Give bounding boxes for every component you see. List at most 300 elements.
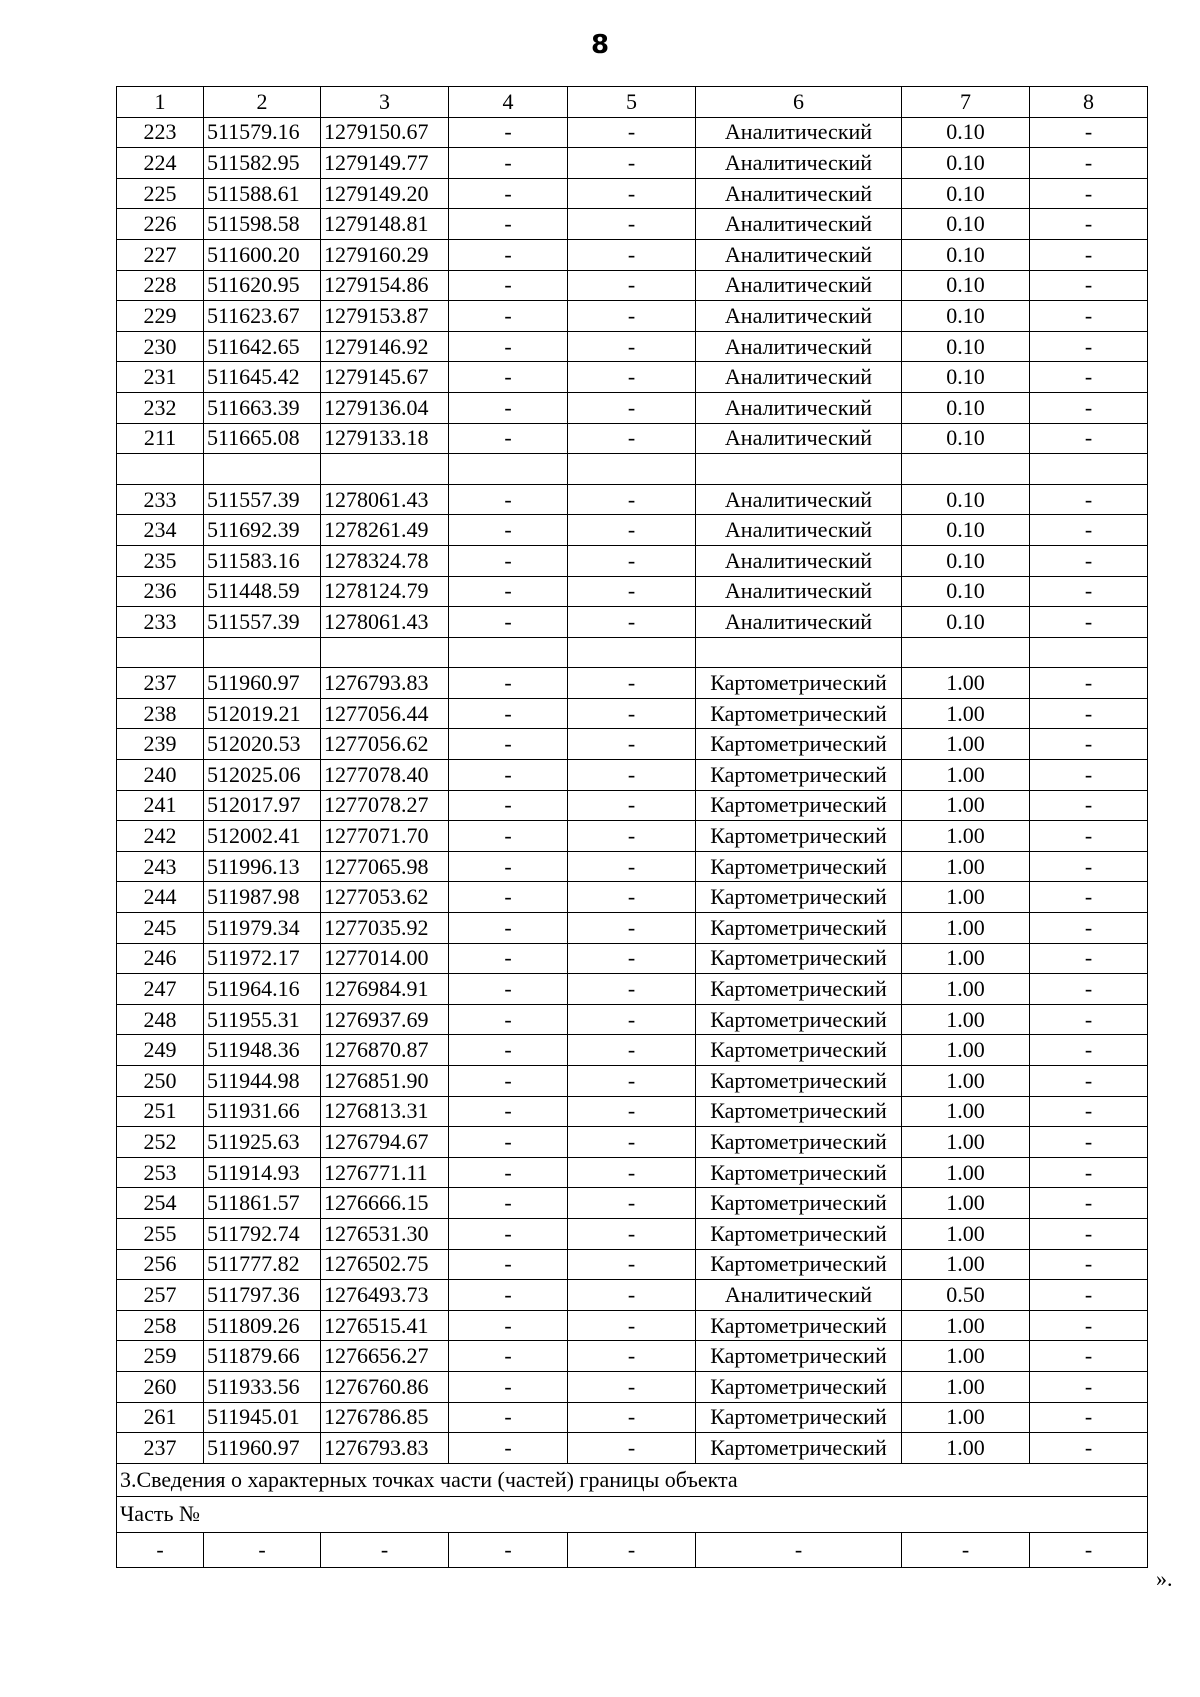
table-cell: - <box>568 1096 696 1127</box>
header-cell: 3 <box>321 87 449 118</box>
table-cell: 511972.17 <box>204 943 321 974</box>
table-cell: 511557.39 <box>204 484 321 515</box>
table-cell: - <box>449 607 568 638</box>
table-cell: - <box>449 484 568 515</box>
table-cell: - <box>449 1280 568 1311</box>
table-cell <box>117 454 204 485</box>
table-cell: - <box>449 331 568 362</box>
table-row <box>117 698 1148 729</box>
header-cell: 8 <box>1030 87 1148 118</box>
table-cell: Картометрический <box>696 851 902 882</box>
dash-cell: - <box>449 1532 568 1567</box>
table-cell: 511777.82 <box>204 1249 321 1280</box>
table-cell: Картометрический <box>696 1035 902 1066</box>
table-cell: - <box>568 943 696 974</box>
table-cell: 0.10 <box>902 178 1030 209</box>
table-cell: 512020.53 <box>204 729 321 760</box>
table-cell: - <box>449 148 568 179</box>
table-row <box>117 148 1148 179</box>
table-cell: - <box>449 1066 568 1097</box>
table-cell: Картометрический <box>696 974 902 1005</box>
table-cell: - <box>1030 148 1148 179</box>
table-body <box>117 117 1148 1463</box>
table-cell: Картометрический <box>696 943 902 974</box>
table-row <box>117 117 1148 148</box>
table-cell: 1.00 <box>902 943 1030 974</box>
table-cell: - <box>1030 821 1148 852</box>
table-row <box>117 1157 1148 1188</box>
table-cell: - <box>449 301 568 332</box>
table-row <box>117 1218 1148 1249</box>
table-cell: 223 <box>117 117 204 148</box>
table-cell: 511583.16 <box>204 545 321 576</box>
table-cell: 247 <box>117 974 204 1005</box>
table-row <box>117 851 1148 882</box>
table-cell: - <box>1030 1249 1148 1280</box>
table-cell: Аналитический <box>696 270 902 301</box>
table-cell: - <box>568 1035 696 1066</box>
table-cell: 1.00 <box>902 698 1030 729</box>
table-cell: - <box>1030 729 1148 760</box>
table-cell: 1.00 <box>902 821 1030 852</box>
table-cell: - <box>1030 117 1148 148</box>
table-cell: - <box>568 576 696 607</box>
table-cell: - <box>449 270 568 301</box>
table-cell: - <box>449 515 568 546</box>
table-cell: 1278061.43 <box>321 607 449 638</box>
table-cell: 511588.61 <box>204 178 321 209</box>
table-row <box>117 1341 1148 1372</box>
table-cell: - <box>1030 301 1148 332</box>
table-cell: 0.10 <box>902 515 1030 546</box>
table-cell: 1279153.87 <box>321 301 449 332</box>
table-cell: Картометрический <box>696 729 902 760</box>
table-cell: - <box>449 698 568 729</box>
table-cell: 0.10 <box>902 576 1030 607</box>
table-cell: - <box>568 1371 696 1402</box>
table-row <box>117 1127 1148 1158</box>
table-cell: - <box>1030 668 1148 699</box>
table-cell: Аналитический <box>696 178 902 209</box>
table-cell: - <box>449 1096 568 1127</box>
table-row <box>117 545 1148 576</box>
table-cell: 0.10 <box>902 239 1030 270</box>
table-cell: - <box>449 851 568 882</box>
table-cell: 255 <box>117 1218 204 1249</box>
dash-cell: - <box>902 1532 1030 1567</box>
table-cell: 1278061.43 <box>321 484 449 515</box>
table-cell: 1277071.70 <box>321 821 449 852</box>
table-cell: 1.00 <box>902 1127 1030 1158</box>
table-cell: 511879.66 <box>204 1341 321 1372</box>
table-cell: 249 <box>117 1035 204 1066</box>
section-title-row <box>117 1463 1148 1496</box>
table-cell: - <box>568 1341 696 1372</box>
table-cell: 1276666.15 <box>321 1188 449 1219</box>
table-cell: 1.00 <box>902 668 1030 699</box>
dash-cell: - <box>568 1532 696 1567</box>
table-cell: - <box>449 882 568 913</box>
table-cell: 1.00 <box>902 913 1030 944</box>
header-cell: 1 <box>117 87 204 118</box>
table-cell: - <box>1030 851 1148 882</box>
table-cell: - <box>568 1433 696 1464</box>
table-cell: - <box>568 790 696 821</box>
table-cell: 229 <box>117 301 204 332</box>
table-cell: - <box>449 1310 568 1341</box>
table-cell: - <box>449 1127 568 1158</box>
table-cell: 251 <box>117 1096 204 1127</box>
table-cell: - <box>449 178 568 209</box>
table-cell: 237 <box>117 668 204 699</box>
table-cell: - <box>1030 331 1148 362</box>
table-cell: - <box>568 392 696 423</box>
table-cell: 511861.57 <box>204 1188 321 1219</box>
table-cell: Аналитический <box>696 117 902 148</box>
table-cell: 1.00 <box>902 1188 1030 1219</box>
table-cell: 0.10 <box>902 148 1030 179</box>
table-cell: 511623.67 <box>204 301 321 332</box>
table-cell: 1276851.90 <box>321 1066 449 1097</box>
table-cell: - <box>1030 1310 1148 1341</box>
table-cell: - <box>1030 209 1148 240</box>
table-row <box>117 882 1148 913</box>
table-cell: 511579.16 <box>204 117 321 148</box>
table-cell: 239 <box>117 729 204 760</box>
table-cell: 1277053.62 <box>321 882 449 913</box>
table-cell: - <box>568 974 696 1005</box>
table-cell: - <box>449 974 568 1005</box>
table-cell: 261 <box>117 1402 204 1433</box>
table-cell: 512002.41 <box>204 821 321 852</box>
table-cell: 0.10 <box>902 423 1030 454</box>
table-cell: 238 <box>117 698 204 729</box>
table-row <box>117 943 1148 974</box>
table-cell: 211 <box>117 423 204 454</box>
table-row <box>117 301 1148 332</box>
table-row <box>117 515 1148 546</box>
table-cell: 246 <box>117 943 204 974</box>
coordinates-table <box>116 86 1148 1568</box>
table-cell: - <box>1030 576 1148 607</box>
part-label: Часть № <box>117 1496 1148 1532</box>
table-cell: Аналитический <box>696 423 902 454</box>
table-cell: 511933.56 <box>204 1371 321 1402</box>
table-cell: - <box>449 576 568 607</box>
table-cell: - <box>1030 1066 1148 1097</box>
table-cell: 1276760.86 <box>321 1371 449 1402</box>
table-cell: - <box>449 117 568 148</box>
table-cell: Аналитический <box>696 301 902 332</box>
table-cell: 1279148.81 <box>321 209 449 240</box>
table-cell: 0.10 <box>902 301 1030 332</box>
table-cell: - <box>1030 1218 1148 1249</box>
table-cell: - <box>568 178 696 209</box>
table-cell: 511979.34 <box>204 913 321 944</box>
table-row <box>117 362 1148 393</box>
table-cell: 511557.39 <box>204 607 321 638</box>
dash-cell: - <box>117 1532 204 1567</box>
table-cell: 1279149.20 <box>321 178 449 209</box>
table-cell <box>1030 454 1148 485</box>
table-cell: - <box>449 729 568 760</box>
table-cell: - <box>568 117 696 148</box>
table-cell <box>449 454 568 485</box>
table-cell: - <box>1030 545 1148 576</box>
table-cell: 243 <box>117 851 204 882</box>
table-cell: 511925.63 <box>204 1127 321 1158</box>
table-cell: 1.00 <box>902 790 1030 821</box>
table-cell: 240 <box>117 760 204 791</box>
table-cell: 1276656.27 <box>321 1341 449 1372</box>
table-cell: 0.10 <box>902 392 1030 423</box>
table-cell: 0.10 <box>902 117 1030 148</box>
table-cell: 511598.58 <box>204 209 321 240</box>
table-cell: 260 <box>117 1371 204 1402</box>
table-cell: 1276937.69 <box>321 1004 449 1035</box>
table-cell: - <box>568 760 696 791</box>
table-cell: - <box>449 1341 568 1372</box>
dash-cell: - <box>1030 1532 1148 1567</box>
table-cell: 241 <box>117 790 204 821</box>
table-cell: 1.00 <box>902 851 1030 882</box>
table-cell: - <box>568 668 696 699</box>
table-cell: 237 <box>117 1433 204 1464</box>
dash-cell: - <box>204 1532 321 1567</box>
table-cell: 1276794.67 <box>321 1127 449 1158</box>
table-cell: - <box>1030 1433 1148 1464</box>
table-cell: 511944.98 <box>204 1066 321 1097</box>
table-cell: 1279160.29 <box>321 239 449 270</box>
table-row <box>117 576 1148 607</box>
table-row <box>117 1433 1148 1464</box>
header-cell: 2 <box>204 87 321 118</box>
table-cell: Аналитический <box>696 576 902 607</box>
table-cell: - <box>568 1249 696 1280</box>
table-row <box>117 331 1148 362</box>
table-cell: - <box>1030 1035 1148 1066</box>
table-cell: - <box>1030 484 1148 515</box>
table-cell: 0.10 <box>902 362 1030 393</box>
table-cell: Картометрический <box>696 760 902 791</box>
table-cell: Картометрический <box>696 698 902 729</box>
table-cell: Аналитический <box>696 484 902 515</box>
dash-cell: - <box>696 1532 902 1567</box>
table-cell: 1279149.77 <box>321 148 449 179</box>
table-cell: Аналитический <box>696 515 902 546</box>
table-cell: 1276870.87 <box>321 1035 449 1066</box>
table-row <box>117 760 1148 791</box>
table-row <box>117 790 1148 821</box>
table-cell: Картометрический <box>696 1188 902 1219</box>
table-cell: 235 <box>117 545 204 576</box>
table-cell: 0.10 <box>902 270 1030 301</box>
table-cell: 511797.36 <box>204 1280 321 1311</box>
table-cell: 511964.16 <box>204 974 321 1005</box>
table-cell: - <box>568 913 696 944</box>
table-cell: 1277056.44 <box>321 698 449 729</box>
table-cell: - <box>1030 1096 1148 1127</box>
table-cell: 226 <box>117 209 204 240</box>
table-cell: 1277035.92 <box>321 913 449 944</box>
header-cell: 7 <box>902 87 1030 118</box>
table-cell: Аналитический <box>696 362 902 393</box>
table-cell <box>449 637 568 668</box>
table-cell: Картометрический <box>696 1371 902 1402</box>
table-cell: - <box>568 1127 696 1158</box>
table-cell: Картометрический <box>696 1004 902 1035</box>
table-cell: 512019.21 <box>204 698 321 729</box>
table-cell: 0.10 <box>902 484 1030 515</box>
table-cell: Аналитический <box>696 148 902 179</box>
table-row <box>117 668 1148 699</box>
table-cell: 511987.98 <box>204 882 321 913</box>
table-cell: 225 <box>117 178 204 209</box>
table-cell: - <box>1030 760 1148 791</box>
table-cell: 224 <box>117 148 204 179</box>
table-cell: 1279145.67 <box>321 362 449 393</box>
table-cell: - <box>449 423 568 454</box>
table-cell: 511692.39 <box>204 515 321 546</box>
table-cell: 1.00 <box>902 1402 1030 1433</box>
table-cell: 242 <box>117 821 204 852</box>
table-cell: - <box>1030 1004 1148 1035</box>
table-cell: - <box>568 545 696 576</box>
table-cell: 234 <box>117 515 204 546</box>
table-cell: - <box>449 209 568 240</box>
table-cell: 256 <box>117 1249 204 1280</box>
table-cell: Картометрический <box>696 1218 902 1249</box>
table-cell: Картометрический <box>696 1066 902 1097</box>
table-row <box>117 1004 1148 1035</box>
table-cell: 511582.95 <box>204 148 321 179</box>
table-cell: Картометрический <box>696 1157 902 1188</box>
table-cell: 1276531.30 <box>321 1218 449 1249</box>
table-cell: - <box>568 729 696 760</box>
table-cell: - <box>568 484 696 515</box>
table-cell: - <box>568 301 696 332</box>
table-row <box>117 1096 1148 1127</box>
table-cell: - <box>1030 1280 1148 1311</box>
table-cell: - <box>449 1004 568 1035</box>
table-cell: 1.00 <box>902 1096 1030 1127</box>
table-row <box>117 1402 1148 1433</box>
table-cell <box>204 454 321 485</box>
table-cell: 1.00 <box>902 1035 1030 1066</box>
table-cell: - <box>1030 1371 1148 1402</box>
table-row <box>117 454 1148 485</box>
table-cell: - <box>449 1188 568 1219</box>
table-cell <box>902 637 1030 668</box>
table-cell: - <box>449 1249 568 1280</box>
table-cell: 233 <box>117 607 204 638</box>
table-cell: 1.00 <box>902 1157 1030 1188</box>
table-cell <box>1030 637 1148 668</box>
table-cell: 230 <box>117 331 204 362</box>
table-row <box>117 1371 1148 1402</box>
table-cell: - <box>1030 882 1148 913</box>
table-cell: Картометрический <box>696 1402 902 1433</box>
table-cell: 511642.65 <box>204 331 321 362</box>
table-cell: Картометрический <box>696 1096 902 1127</box>
table-cell: 254 <box>117 1188 204 1219</box>
table-cell: - <box>449 362 568 393</box>
table-cell: - <box>568 1188 696 1219</box>
table-cell: Картометрический <box>696 913 902 944</box>
table-cell: 511996.13 <box>204 851 321 882</box>
table-cell: Аналитический <box>696 1280 902 1311</box>
table-cell: - <box>568 1066 696 1097</box>
table-row <box>117 607 1148 638</box>
table-cell: 1.00 <box>902 1249 1030 1280</box>
page-number: 8 <box>590 30 610 60</box>
table-row <box>117 239 1148 270</box>
table-cell: - <box>1030 178 1148 209</box>
table-cell: - <box>568 331 696 362</box>
table-cell: 1.00 <box>902 1218 1030 1249</box>
table-cell: - <box>449 1433 568 1464</box>
header-cell: 5 <box>568 87 696 118</box>
table-cell: - <box>1030 1157 1148 1188</box>
table-row <box>117 821 1148 852</box>
table-cell: - <box>568 1157 696 1188</box>
table-cell: - <box>449 668 568 699</box>
table-cell: 511960.97 <box>204 1433 321 1464</box>
table-row <box>117 1066 1148 1097</box>
dash-cell: - <box>321 1532 449 1567</box>
table-cell: Аналитический <box>696 209 902 240</box>
table-cell: Аналитический <box>696 392 902 423</box>
table-cell: 511914.93 <box>204 1157 321 1188</box>
table-cell <box>204 637 321 668</box>
table-cell: - <box>568 851 696 882</box>
table-cell: - <box>449 1402 568 1433</box>
table-cell: - <box>1030 698 1148 729</box>
closing-quote-mark: ». <box>1156 1566 1173 1591</box>
table-cell: 511948.36 <box>204 1035 321 1066</box>
table-cell: 0.10 <box>902 607 1030 638</box>
table-cell: Картометрический <box>696 1310 902 1341</box>
table-cell: - <box>449 913 568 944</box>
table-cell: 1279150.67 <box>321 117 449 148</box>
table-cell: 1.00 <box>902 882 1030 913</box>
table-cell: 232 <box>117 392 204 423</box>
table-cell: - <box>449 821 568 852</box>
table-row <box>117 729 1148 760</box>
table-cell: Картометрический <box>696 1433 902 1464</box>
table-row <box>117 1310 1148 1341</box>
table-cell: 1276771.11 <box>321 1157 449 1188</box>
table-row <box>117 1188 1148 1219</box>
table-cell: Картометрический <box>696 1341 902 1372</box>
table-cell: - <box>449 790 568 821</box>
table-cell: - <box>1030 423 1148 454</box>
table-cell: - <box>568 821 696 852</box>
table-cell: 1277078.27 <box>321 790 449 821</box>
table-cell: 1279146.92 <box>321 331 449 362</box>
table-cell: - <box>1030 913 1148 944</box>
table-cell: - <box>1030 392 1148 423</box>
table-cell: - <box>1030 607 1148 638</box>
table-cell: 1276984.91 <box>321 974 449 1005</box>
table-cell: 1279133.18 <box>321 423 449 454</box>
table-cell: 1276502.75 <box>321 1249 449 1280</box>
table-cell: - <box>449 943 568 974</box>
table-cell: 1.00 <box>902 1066 1030 1097</box>
table-cell: 1276793.83 <box>321 668 449 699</box>
table-cell: Картометрический <box>696 882 902 913</box>
table-cell: 1.00 <box>902 1341 1030 1372</box>
